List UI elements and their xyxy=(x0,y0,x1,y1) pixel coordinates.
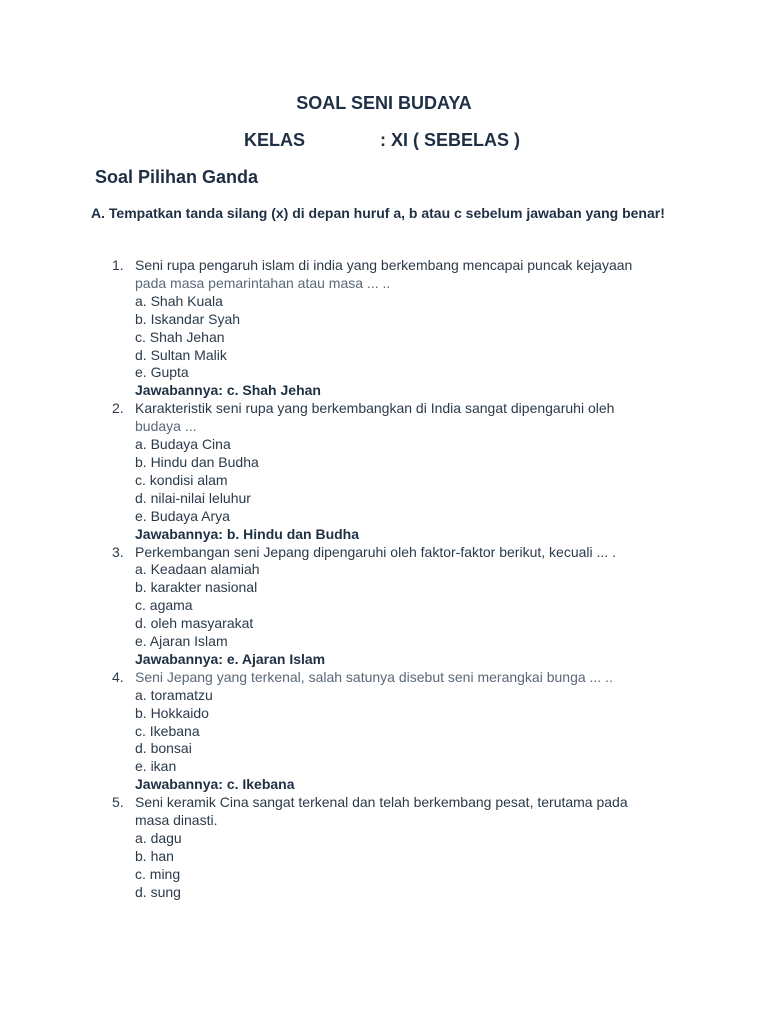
answer-option: c. Shah Jehan xyxy=(135,328,225,345)
question-list xyxy=(0,257,768,902)
answer-option: c. ming xyxy=(135,865,181,882)
class-value: : XI ( SEBELAS ) xyxy=(380,130,521,150)
answer-option: e. Budaya Arya xyxy=(135,507,230,524)
answer-option: a. dagu xyxy=(135,830,182,846)
class-label: KELAS xyxy=(244,130,306,150)
answer-option: a. Shah Kuala xyxy=(135,292,223,309)
answer-option: a. Keadaan alamiah xyxy=(135,561,260,578)
answer-option: d. sung xyxy=(135,883,181,900)
answer-option: a. Budaya Cina xyxy=(135,436,231,453)
question-item xyxy=(0,669,768,794)
question-item xyxy=(0,794,768,901)
answer-key: Jawabannya: e. Ajaran Islam xyxy=(135,650,326,667)
question-number: 2. xyxy=(112,400,124,417)
answer-option: b. han xyxy=(135,847,174,864)
answer-key: Jawabannya: b. Hindu dan Budha xyxy=(135,525,360,542)
question-text-line: Seni keramik Cina sangat terkenal dan telah berkembang pesat, terutama pada xyxy=(135,794,628,811)
question-item xyxy=(0,400,768,543)
question-text-line: Perkembangan seni Jepang dipengaruhi oleh faktor-faktor berikut, kecuali ... . xyxy=(135,543,616,560)
page-title: SOAL SENI BUDAYA xyxy=(296,93,472,113)
answer-option: b. Iskandar Syah xyxy=(135,310,241,327)
question-number: 5. xyxy=(112,794,124,811)
answer-option: c. kondisi alam xyxy=(135,471,228,488)
question-item xyxy=(0,257,768,400)
answer-option: d. oleh masyarakat xyxy=(135,615,254,632)
answer-option: a. toramatzu xyxy=(135,686,213,703)
answer-option: b. karakter nasional xyxy=(135,579,258,596)
question-text-line: pada masa pemarintahan atau masa ... .. xyxy=(135,274,391,291)
section-heading: Soal Pilihan Ganda xyxy=(95,167,259,187)
answer-option: e. Gupta xyxy=(135,364,189,381)
question-text-line: Seni rupa pengaruh islam di india yang berkembang mencapai puncak kejayaan xyxy=(135,257,633,273)
question-text-line: budaya ... xyxy=(135,418,197,435)
answer-key: Jawabannya: c. Shah Jehan xyxy=(135,382,321,399)
instruction-text: A. Tempatkan tanda silang (x) di depan huruf a, b atau c sebelum jawaban yang benar! xyxy=(91,205,665,221)
question-text-line: Karakteristik seni rupa yang berkembangkan di India sangat dipengaruhi oleh xyxy=(135,400,615,417)
answer-option: d. Sultan Malik xyxy=(135,346,227,363)
question-number: 3. xyxy=(112,543,124,560)
question-item xyxy=(0,544,768,669)
question-text-line: masa dinasti. xyxy=(135,812,218,829)
answer-option: b. Hokkaido xyxy=(135,704,209,721)
answer-key: Jawabannya: c. Ikebana xyxy=(135,776,295,793)
question-text-line: Seni Jepang yang terkenal, salah satunya disebut seni merangkai bunga ... .. xyxy=(135,668,613,685)
answer-option: d. bonsai xyxy=(135,740,192,757)
answer-option: d. nilai-nilai leluhur xyxy=(135,489,251,506)
answer-option: e. ikan xyxy=(135,758,177,775)
question-number: 4. xyxy=(112,668,124,685)
class-line xyxy=(244,130,521,151)
question-number: 1. xyxy=(112,257,124,273)
answer-option: e. Ajaran Islam xyxy=(135,633,228,650)
answer-option: b. Hindu dan Budha xyxy=(135,453,259,470)
answer-option: c. agama xyxy=(135,597,193,614)
answer-option: c. Ikebana xyxy=(135,722,200,739)
